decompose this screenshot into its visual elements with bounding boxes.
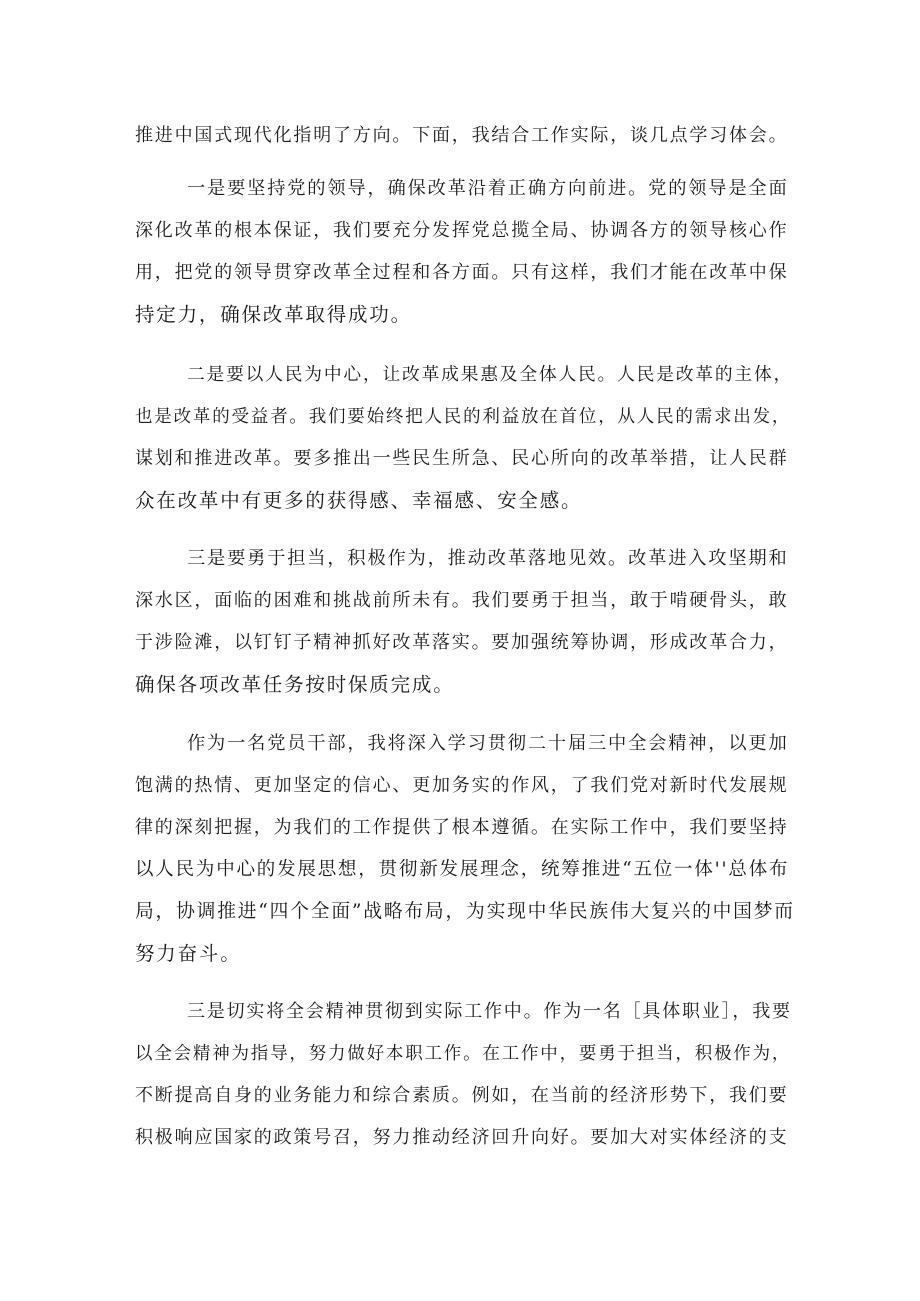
text-line: 作为一名党员干部，我将深入学习贯彻二十届三中全会精神，以更加 xyxy=(187,733,789,754)
text-line: 饱满的热情、更加坚定的信心、更加务实的作风，了我们党对新时代发展规 xyxy=(135,775,789,796)
text-line: 以人民为中心的发展思想，贯彻新发展理念，统筹推进“五位一体''总体布 xyxy=(135,859,790,880)
text-line: 积极响应国家的政策号召，努力推动经济回升向好。要加大对实体经济的支 xyxy=(135,1127,789,1148)
text-line: 谋划和推进改革。要多推出一些民生所急、民心所向的改革举措，让人民群 xyxy=(135,448,789,469)
text-line: 三是要勇于担当，积极作为，推动改革落地见效。改革进入攻坚期和 xyxy=(187,548,789,569)
text-line: 以全会精神为指导，努力做好本职工作。在工作中，要勇于担当，积极作为， xyxy=(135,1044,792,1064)
text-line: 努力奋斗。 xyxy=(135,942,242,965)
text-line: 持定力，确保改革取得成功。 xyxy=(135,303,412,326)
text-line: 深化改革的根本保证，我们要充分发挥党总揽全局、协调各方的领导核心作 xyxy=(135,220,789,241)
text-line: 于涉险滩，以钉钉子精神抓好改革落实。要加强统筹协调，形成改革合力， xyxy=(135,632,789,653)
text-line: 深水区，面临的困难和挑战前所未有。我们要勇于担当，敢于啃硬骨头，敢 xyxy=(135,590,789,611)
text-line: 推进中国式现代化指明了方向。下面，我结合工作实际，谈几点学习体会。 xyxy=(135,125,789,146)
text-line: 三是切实将全会精神贯彻到实际工作中。作为一名［具体职业］，我要 xyxy=(187,1001,792,1022)
text-line: 律的深刻把握，为我们的工作提供了根本遵循。在实际工作中，我们要坚持 xyxy=(135,817,789,838)
text-line: 局，协调推进“四个全面”战略布局，为实现中华民族伟大复兴的中国梦而 xyxy=(135,901,795,922)
text-line: 用，把党的领导贯穿改革全过程和各方面。只有这样，我们才能在改革中保 xyxy=(135,262,789,283)
text-line: 也是改革的受益者。我们要始终把人民的利益放在首位，从人民的需求出发， xyxy=(135,407,792,427)
text-line: 不断提高自身的业务能力和综合素质。例如，在当前的经济形势下，我们要 xyxy=(135,1085,789,1106)
text-line: 确保各项改革任务按时保质完成。 xyxy=(135,673,455,696)
text-line: 一是要坚持党的领导，确保改革沿着正确方向前进。党的领导是全面 xyxy=(187,178,789,199)
text-line: 二是要以人民为中心，让改革成果惠及全体人民。人民是改革的主体， xyxy=(187,365,794,385)
text-line: 众在改革中有更多的获得感、幸福感、安全感。 xyxy=(135,489,583,512)
